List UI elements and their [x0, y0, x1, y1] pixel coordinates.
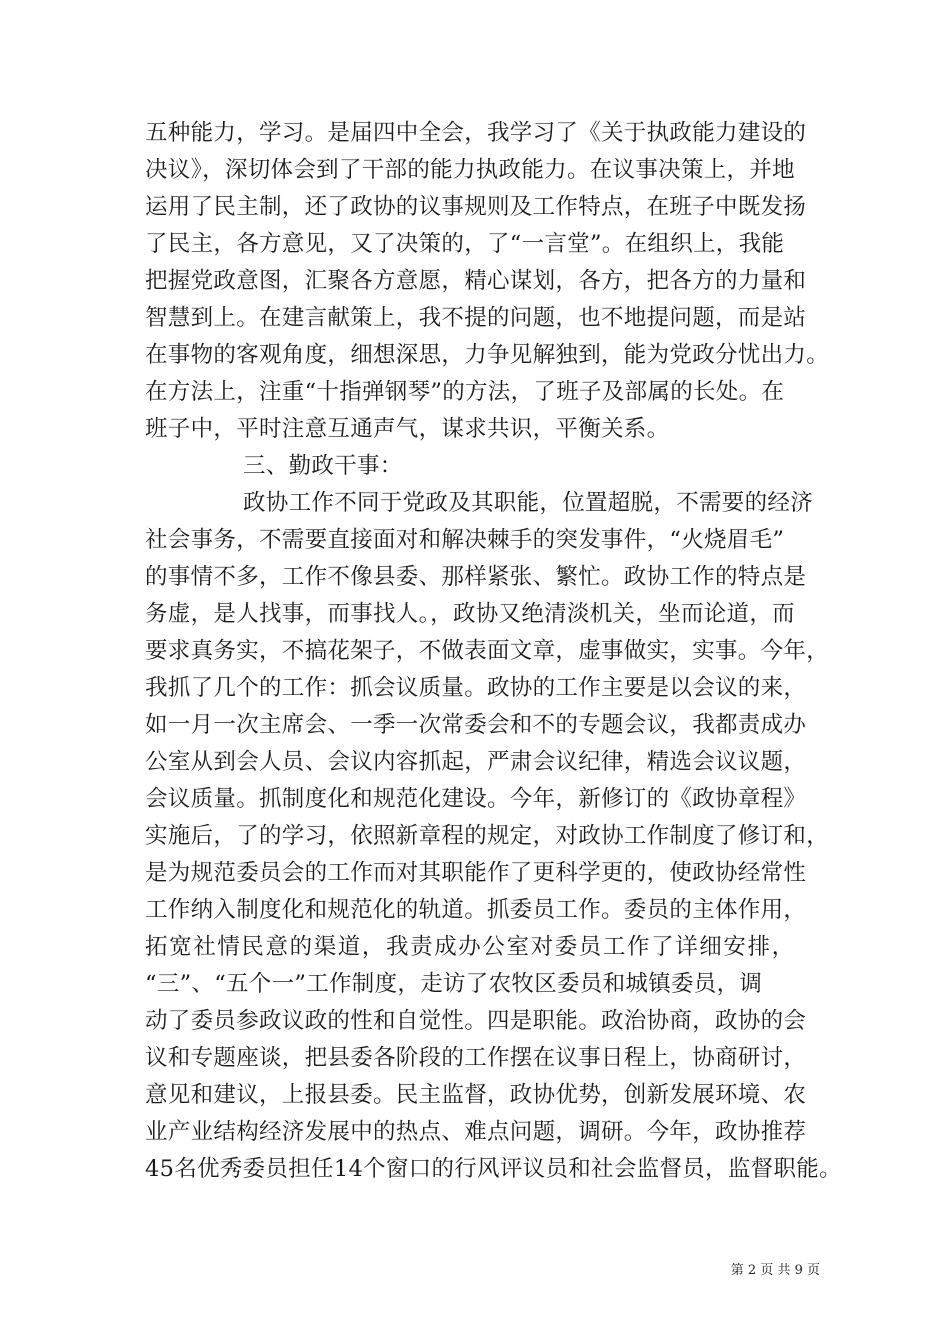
paragraph-line: 实施后，了的学习，依照新章程的规定，对政协工作制度了修订和，	[145, 823, 830, 849]
paragraph-line: 公室从到会人员、会议内容抓起，严肃会议纪律，精选会议议题，	[145, 749, 807, 775]
paragraph-line: 把握党政意图，汇聚各方意愿，精心谋划，各方，把各方的力量和	[145, 268, 807, 294]
paragraph-line: 如一月一次主席会、一季一次常委会和不的专题会议，我都责成办	[145, 712, 807, 738]
paragraph-line: 在事物的客观角度，细想深思，力争见解独到，能为党政分忧出力。	[145, 342, 830, 368]
paragraph-line: 在方法上，注重“十指弹钢琴”的方法，了班子及部属的长处。在	[145, 379, 785, 405]
paragraph-line: 我抓了几个的工作：抓会议质量。政协的工作主要是以会议的来，	[145, 675, 807, 701]
paragraph-line: 要求真务实，不搞花架子，不做表面文章，虚事做实，实事。今年，	[145, 638, 830, 664]
paragraph-line: 会议质量。抓制度化和规范化建设。今年，新修订的《政协章程》	[145, 786, 807, 812]
paragraph-line: 务虚，是人找事，而事找人。，政协又绝清淡机关，坐而论道，而	[145, 601, 795, 627]
paragraph-line: 拓宽社情民意的渠道，我责成办公室对委员工作了详细安排，	[145, 934, 796, 960]
paragraph-line: 社会事务，不需要直接面对和解决棘手的突发事件，“火烧眉毛”	[145, 527, 785, 553]
page-number-footer: 第 2 页 共 9 页	[730, 1263, 820, 1278]
paragraph-line: 是为规范委员会的工作而对其职能作了更科学更的，使政协经常性	[145, 860, 807, 886]
paragraph-line: 五种能力，学习。是届四中全会，我学习了《关于执政能力建设的	[145, 120, 807, 146]
paragraph-line: 智慧到上。在建言献策上，我不提的问题，也不地提问题，而是站	[145, 305, 807, 331]
paragraph-line: 政协工作不同于党政及其职能，位置超脱，不需要的经济	[243, 490, 814, 516]
paragraph-line: 议和专题座谈，把县委各阶段的工作摆在议事日程上，协商研讨，	[145, 1045, 807, 1071]
paragraph-line: 工作纳入制度化和规范化的轨道。抓委员工作。委员的主体作用，	[145, 897, 807, 923]
paragraph-line: 45名优秀委员担任14个窗口的行风评议员和社会监督员，监督职能。	[145, 1156, 842, 1182]
paragraph-line: 班子中，平时注意互通声气，谋求共识，平衡关系。	[145, 416, 670, 442]
paragraph-line: 业产业结构经济发展中的热点、难点问题，调研。今年，政协推荐	[145, 1119, 807, 1145]
paragraph-line: 运用了民主制，还了政协的议事规则及工作特点，在班子中既发扬	[145, 194, 807, 220]
paragraph-line: 动了委员参政议政的性和自觉性。四是职能。政治协商，政协的会	[145, 1008, 807, 1034]
section-heading: 三、勤政干事：	[243, 453, 403, 479]
paragraph-line: 意见和建议，上报县委。民主监督，政协优势，创新发展环境、农	[145, 1082, 807, 1108]
paragraph-line: 的事情不多，工作不像县委、那样紧张、繁忙。政协工作的特点是	[145, 564, 807, 590]
paragraph-line: 了民主，各方意见，又了决策的，了“一言堂”。在组织上，我能	[145, 231, 785, 257]
paragraph-line: “三”、“五个一”工作制度，走访了农牧区委员和城镇委员，调	[145, 971, 763, 997]
paragraph-line: 决议》，深切体会到了干部的能力执政能力。在议事决策上，并地	[145, 157, 795, 183]
